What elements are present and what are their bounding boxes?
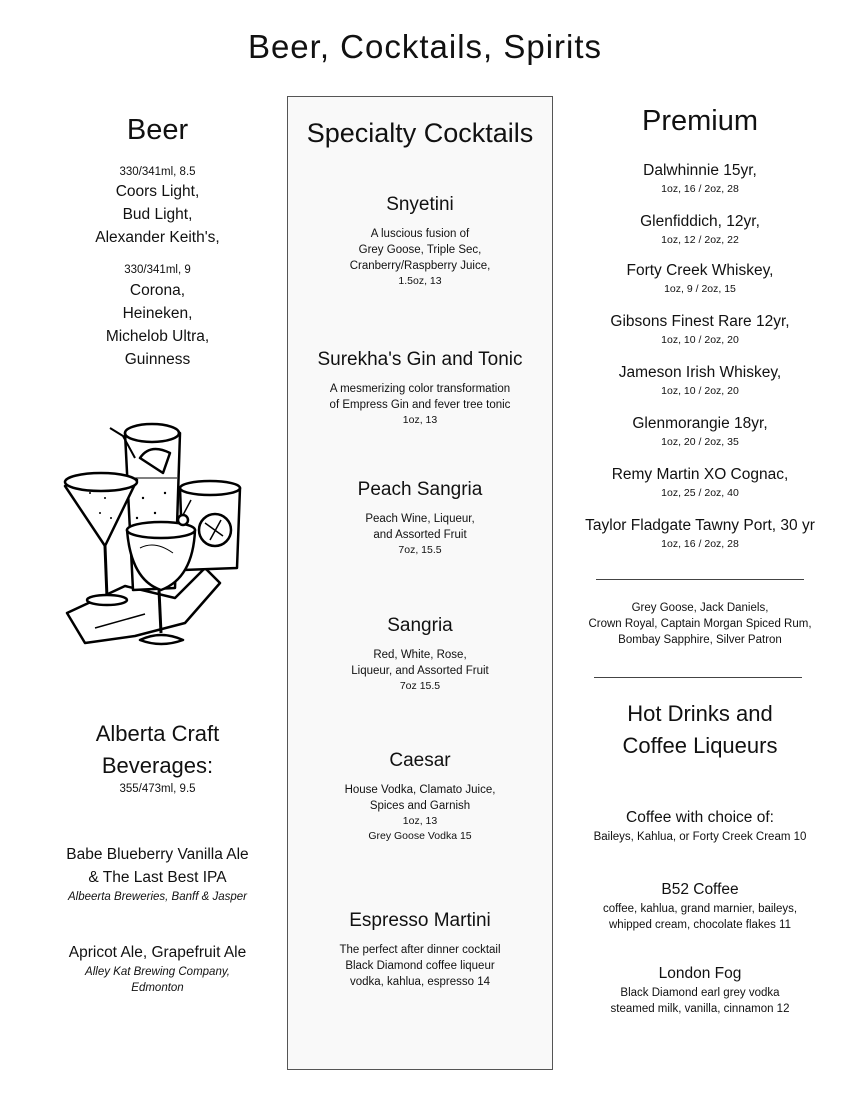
hot-drink-item: B52 Coffee coffee, kahlua, grand marnier, baileys, whipped cream, chocolate flakes 11 [602,881,798,931]
craft-price: 355/473ml, 9.5 [119,783,196,795]
craft-item-1: Babe Blueberry Vanilla Ale & The Last Best IPA Albeerta Breweries, Banff & Jasper [66,846,249,903]
beer-list-2 [45,279,270,371]
divider [594,677,802,678]
list-item: Corona, [129,282,186,299]
beer-price-1: 330/341ml, 8.5 [119,166,196,178]
premium-item: Remy Martin XO Cognac, 1oz, 25 / 2oz, 40 [611,466,789,499]
list-item: Alexander Keith's, [95,229,220,246]
premium-item: Glenfiddich, 12yr, 1oz, 12 / 2oz, 22 [640,213,760,246]
list-item: Heineken, [122,305,193,322]
premium-item: Glenmorangie 18yr, 1oz, 20 / 2oz, 35 [632,415,768,448]
premium-item: Gibsons Finest Rare 12yr, 1oz, 10 / 2oz, 20 [610,313,790,346]
craft-item-2: Apricot Ale, Grapefruit Ale Alley Kat Brewing Company, Edmonton [68,944,247,994]
cocktail-item: Snyetini A luscious fusion of Grey Goose, Triple Sec, Cranberry/Raspberry Juice, 1.5oz, 13 [349,194,491,287]
premium-others: Grey Goose, Jack Daniels, Crown Royal, Captain Morgan Spiced Rum, Bombay Sapphire, Silver Patron [588,602,812,646]
cocktail-item: Caesar House Vodka, Clamato Juice, Spices and Garnish 1oz, 13 Grey Goose Vodka 15 [344,750,496,842]
premium-item: Dalwhinnie 15yr, 1oz, 16 / 2oz, 28 [643,162,757,195]
premium-item: Taylor Fladgate Tawny Port, 30 yr 1oz, 16 / 2oz, 28 [585,517,815,550]
cocktail-glasses-illustration [55,418,255,658]
page-title: Beer, Cocktails, Spirits [247,28,603,65]
cocktail-item: Peach Sangria Peach Wine, Liqueur, and Assorted Fruit 7oz, 15.5 [357,479,483,556]
craft-heading: Alberta Craft Beverages: [95,721,220,778]
hot-drink-item: Coffee with choice of: Baileys, Kahlua, or Forty Creek Cream 10 [593,809,807,843]
cocktail-item: Surekha's Gin and Tonic A mesmerizing color transformation of Empress Gin and fever tree tonic 1oz, 13 [317,349,523,426]
premium-heading: Premium [641,105,758,137]
list-item: Guinness [124,351,191,368]
list-item: Coors Light, [115,183,200,200]
list-item: Michelob Ultra, [105,328,210,345]
beer-price-2: 330/341ml, 9 [124,264,191,276]
premium-item: Jameson Irish Whiskey, 1oz, 10 / 2oz, 20 [618,364,782,397]
list-item: Bud Light, [122,206,193,223]
cocktail-item: Espresso Martini The perfect after dinner cocktail Black Diamond coffee liqueur vodka, kahlua, espresso 14 [339,910,501,988]
beer-heading: Beer [126,114,189,146]
beer-list-1 [45,180,270,249]
cocktails-heading: Specialty Cocktails [306,118,534,148]
hot-drinks-heading: Hot Drinks and Coffee Liqueurs [622,701,778,758]
hot-drink-item: London Fog Black Diamond earl grey vodka steamed milk, vanilla, cinnamon 12 [610,965,790,1015]
divider [596,579,804,580]
cocktail-item: Sangria Red, White, Rose, Liqueur, and Assorted Fruit 7oz 15.5 [351,615,489,692]
premium-item: Forty Creek Whiskey, 1oz, 9 / 2oz, 15 [626,262,774,295]
